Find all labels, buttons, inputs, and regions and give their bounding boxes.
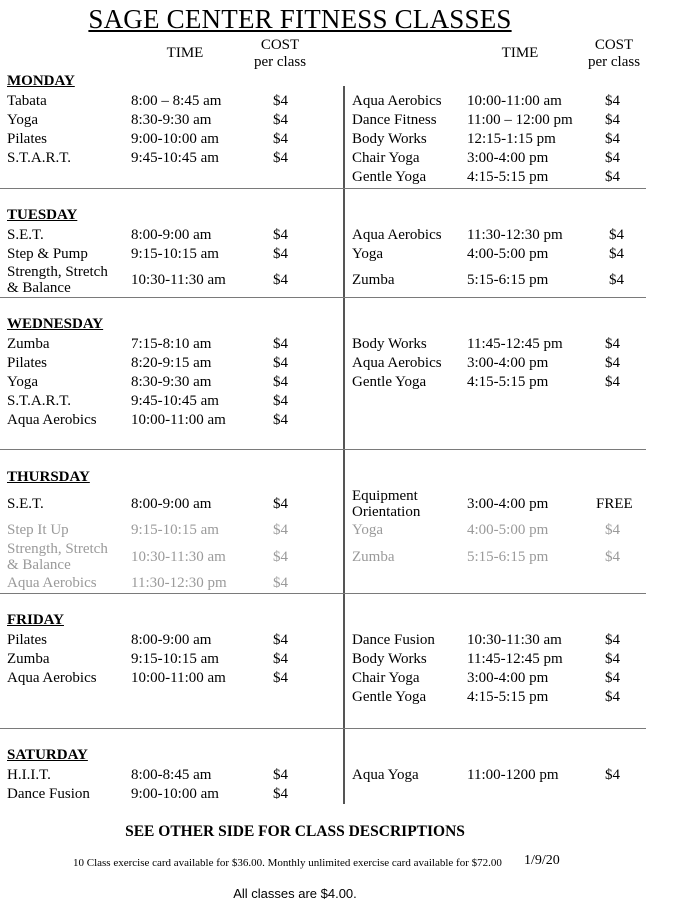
class-time: 8:30-9:30 am bbox=[131, 374, 212, 390]
class-cost: $4 bbox=[605, 374, 620, 390]
class-cost: $4 bbox=[609, 272, 624, 288]
class-name: Yoga bbox=[7, 374, 38, 390]
revision-date: 1/9/20 bbox=[524, 853, 560, 868]
class-cost: $4 bbox=[605, 336, 620, 352]
class-name: Aqua Aerobics bbox=[7, 412, 97, 428]
section-divider bbox=[0, 297, 646, 298]
class-name: Step It Up bbox=[7, 522, 69, 538]
time-header-right: TIME bbox=[501, 45, 539, 61]
cost-header-right-line2: per class bbox=[587, 54, 641, 70]
class-time: 9:15-10:15 am bbox=[131, 522, 219, 538]
class-cost: $4 bbox=[605, 767, 620, 783]
class-cost: $4 bbox=[273, 93, 288, 109]
class-cost: $4 bbox=[605, 651, 620, 667]
class-name-line1: Strength, Stretch bbox=[7, 541, 108, 557]
class-name: Dance Fusion bbox=[7, 786, 90, 802]
class-cost: $4 bbox=[273, 272, 288, 288]
class-time: 5:15-6:15 pm bbox=[467, 272, 549, 288]
class-time: 5:15-6:15 pm bbox=[467, 549, 549, 565]
class-cost: $4 bbox=[273, 112, 288, 128]
class-cost: $4 bbox=[605, 169, 620, 185]
cost-header-left bbox=[240, 37, 320, 71]
class-time: 11:00-1200 pm bbox=[467, 767, 559, 783]
class-cost: $4 bbox=[605, 112, 620, 128]
class-name-line2: Orientation bbox=[352, 504, 421, 520]
class-cost: $4 bbox=[273, 651, 288, 667]
class-time: 9:45-10:45 am bbox=[131, 150, 219, 166]
class-time: 11:00 – 12:00 pm bbox=[467, 112, 573, 128]
exercise-card-note: 10 Class exercise card available for $36.00. Monthly unlimited exercise card available for $72.00 bbox=[73, 857, 502, 869]
section-divider bbox=[0, 593, 646, 594]
cost-header-right bbox=[574, 37, 654, 71]
class-time: 8:20-9:15 am bbox=[131, 355, 212, 371]
class-cost: $4 bbox=[605, 689, 620, 705]
class-cost: $4 bbox=[609, 227, 624, 243]
class-name: Aqua Aerobics bbox=[352, 93, 442, 109]
class-name: Aqua Yoga bbox=[352, 767, 419, 783]
class-cost: $4 bbox=[605, 355, 620, 371]
class-name: S.T.A.R.T. bbox=[7, 393, 72, 409]
class-cost: $4 bbox=[273, 632, 288, 648]
section-divider bbox=[0, 449, 646, 450]
class-name: Aqua Aerobics bbox=[7, 670, 97, 686]
class-name: Pilates bbox=[7, 632, 47, 648]
class-time: 10:30-11:30 am bbox=[467, 632, 562, 648]
class-name: Dance Fitness bbox=[352, 112, 437, 128]
class-name: Dance Fusion bbox=[352, 632, 435, 648]
class-name: Chair Yoga bbox=[352, 150, 420, 166]
time-header-left: TIME bbox=[166, 45, 204, 61]
class-cost: $4 bbox=[273, 522, 288, 538]
class-cost: $4 bbox=[273, 767, 288, 783]
day-heading-friday: FRIDAY bbox=[7, 612, 64, 628]
class-cost: $4 bbox=[273, 246, 288, 262]
class-name bbox=[7, 264, 127, 296]
class-cost: $4 bbox=[273, 549, 288, 565]
class-time: 8:00-9:00 am bbox=[131, 496, 212, 512]
class-time: 4:15-5:15 pm bbox=[467, 374, 549, 390]
class-cost: $4 bbox=[609, 246, 624, 262]
class-time: 4:15-5:15 pm bbox=[467, 169, 549, 185]
class-name bbox=[352, 488, 462, 520]
class-time: 11:45-12:45 pm bbox=[467, 651, 563, 667]
class-time: 4:00-5:00 pm bbox=[467, 522, 549, 538]
class-name: Zumba bbox=[7, 651, 50, 667]
class-name: Body Works bbox=[352, 131, 427, 147]
class-name: Zumba bbox=[352, 272, 395, 288]
class-time: 3:00-4:00 pm bbox=[467, 496, 549, 512]
class-time: 10:30-11:30 am bbox=[131, 272, 226, 288]
day-heading-wednesday: WEDNESDAY bbox=[7, 316, 104, 332]
class-cost: $4 bbox=[605, 131, 620, 147]
class-time: 11:30-12:30 pm bbox=[131, 575, 227, 591]
class-time: 11:30-12:30 pm bbox=[467, 227, 563, 243]
class-time: 3:00-4:00 pm bbox=[467, 150, 549, 166]
class-name: Tabata bbox=[7, 93, 47, 109]
class-name: H.I.I.T. bbox=[7, 767, 51, 783]
class-name: Body Works bbox=[352, 651, 427, 667]
class-cost: FREE bbox=[596, 496, 633, 512]
column-divider bbox=[343, 86, 345, 804]
class-name-line2: & Balance bbox=[7, 557, 71, 573]
page-title: SAGE CENTER FITNESS CLASSES bbox=[88, 4, 512, 34]
class-cost: $4 bbox=[273, 131, 288, 147]
class-name: S.E.T. bbox=[7, 496, 44, 512]
cost-header-left-line1: COST bbox=[260, 37, 300, 53]
class-name: Yoga bbox=[352, 522, 383, 538]
cost-header-right-line1: COST bbox=[594, 37, 634, 53]
class-cost: $4 bbox=[273, 575, 288, 591]
class-cost: $4 bbox=[273, 336, 288, 352]
class-cost: $4 bbox=[273, 355, 288, 371]
class-name: Body Works bbox=[352, 336, 427, 352]
class-time: 12:15-1:15 pm bbox=[467, 131, 556, 147]
class-time: 9:45-10:45 am bbox=[131, 393, 219, 409]
class-name: Step & Pump bbox=[7, 246, 88, 262]
day-heading-tuesday: TUESDAY bbox=[7, 207, 78, 223]
class-name: Zumba bbox=[352, 549, 395, 565]
class-cost: $4 bbox=[273, 412, 288, 428]
class-cost: $4 bbox=[273, 227, 288, 243]
class-cost: $4 bbox=[605, 549, 620, 565]
class-cost: $4 bbox=[273, 670, 288, 686]
class-time: 4:15-5:15 pm bbox=[467, 689, 549, 705]
day-heading-monday: MONDAY bbox=[7, 73, 75, 89]
class-name: Aqua Aerobics bbox=[352, 227, 442, 243]
day-heading-thursday: THURSDAY bbox=[7, 469, 90, 485]
class-name: S.E.T. bbox=[7, 227, 44, 243]
class-time: 3:00-4:00 pm bbox=[467, 355, 549, 371]
class-time: 11:45-12:45 pm bbox=[467, 336, 563, 352]
class-time: 10:00-11:00 am bbox=[131, 412, 226, 428]
class-name: Chair Yoga bbox=[352, 670, 420, 686]
class-name: Pilates bbox=[7, 131, 47, 147]
class-name: Zumba bbox=[7, 336, 50, 352]
class-time: 3:00-4:00 pm bbox=[467, 670, 549, 686]
see-other-side-note: SEE OTHER SIDE FOR CLASS DESCRIPTIONS bbox=[125, 823, 465, 840]
class-name: Yoga bbox=[7, 112, 38, 128]
all-classes-price-note: All classes are $4.00. bbox=[233, 886, 357, 901]
class-time: 8:00-9:00 am bbox=[131, 227, 212, 243]
class-cost: $4 bbox=[273, 150, 288, 166]
class-name-line1: Strength, Stretch bbox=[7, 264, 108, 280]
class-time: 9:00-10:00 am bbox=[131, 786, 219, 802]
class-name: Gentle Yoga bbox=[352, 689, 427, 705]
class-cost: $4 bbox=[273, 393, 288, 409]
class-cost: $4 bbox=[605, 522, 620, 538]
class-time: 8:00-9:00 am bbox=[131, 632, 212, 648]
class-time: 10:30-11:30 am bbox=[131, 549, 226, 565]
section-divider bbox=[0, 728, 646, 729]
class-cost: $4 bbox=[605, 670, 620, 686]
class-time: 8:00-8:45 am bbox=[131, 767, 212, 783]
class-name: Gentle Yoga bbox=[352, 169, 427, 185]
class-time: 8:30-9:30 am bbox=[131, 112, 212, 128]
class-time: 9:15-10:15 am bbox=[131, 246, 219, 262]
class-name: Aqua Aerobics bbox=[352, 355, 442, 371]
class-time: 10:00-11:00 am bbox=[131, 670, 226, 686]
class-name: Aqua Aerobics bbox=[7, 575, 97, 591]
section-divider bbox=[0, 188, 646, 189]
class-name: Yoga bbox=[352, 246, 383, 262]
class-cost: $4 bbox=[273, 374, 288, 390]
class-time: 9:15-10:15 am bbox=[131, 651, 219, 667]
class-cost: $4 bbox=[605, 93, 620, 109]
class-time: 8:00 – 8:45 am bbox=[131, 93, 222, 109]
class-cost: $4 bbox=[605, 632, 620, 648]
class-cost: $4 bbox=[273, 496, 288, 512]
class-name-line1: Equipment bbox=[352, 488, 418, 504]
class-name bbox=[7, 541, 127, 573]
class-name: S.T.A.R.T. bbox=[7, 150, 72, 166]
class-time: 7:15-8:10 am bbox=[131, 336, 212, 352]
class-time: 9:00-10:00 am bbox=[131, 131, 219, 147]
class-cost: $4 bbox=[605, 150, 620, 166]
class-name-line2: & Balance bbox=[7, 280, 71, 296]
day-heading-saturday: SATURDAY bbox=[7, 747, 88, 763]
class-name: Gentle Yoga bbox=[352, 374, 427, 390]
class-name: Pilates bbox=[7, 355, 47, 371]
class-cost: $4 bbox=[273, 786, 288, 802]
cost-header-left-line2: per class bbox=[253, 54, 307, 70]
class-time: 10:00-11:00 am bbox=[467, 93, 562, 109]
class-time: 4:00-5:00 pm bbox=[467, 246, 549, 262]
